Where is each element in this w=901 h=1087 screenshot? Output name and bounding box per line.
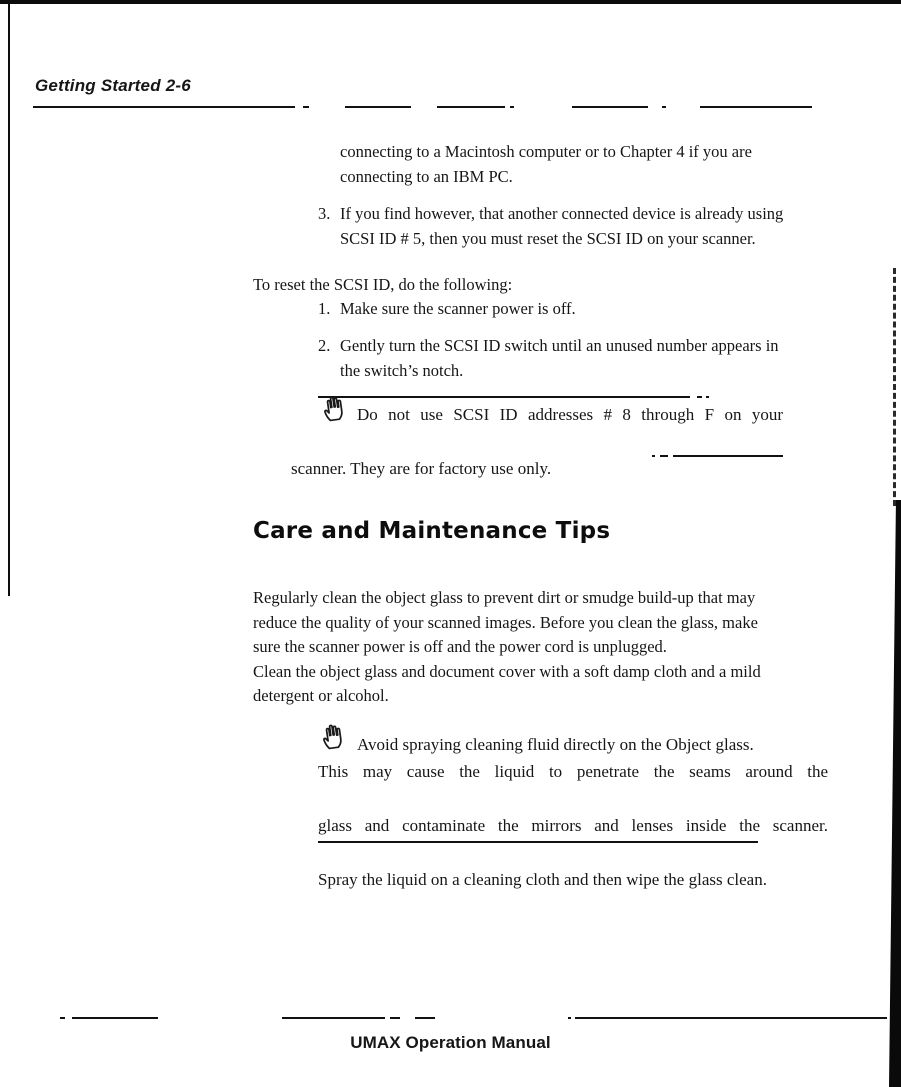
list-number: 1. <box>318 299 331 318</box>
header-rule-segment <box>33 106 295 108</box>
header-rule-segment <box>572 106 648 108</box>
text-line: Do not use SCSI ID addresses # 8 through F on your <box>357 405 783 424</box>
list-number: 3. <box>318 204 331 223</box>
text-line: reduce the quality of your scanned images. Before you clean the glass, make <box>253 612 758 632</box>
text-line: Make sure the scanner power is off. <box>340 299 576 318</box>
hand-icon <box>318 719 350 759</box>
list-item-3 <box>318 202 901 251</box>
text-line: glass and contaminate the mirrors and lenses inside the scanner. <box>318 816 828 835</box>
header-rule-dot <box>662 106 666 108</box>
scan-artifact-right-dashes <box>893 268 896 506</box>
text-line: connecting to a Macintosh computer or to Chapter 4 if you are <box>340 142 752 161</box>
text-line: If you find however, that another connected device is already using <box>340 204 784 223</box>
list-item-1 <box>318 297 878 322</box>
text-line: To reset the SCSI ID, do the following: <box>253 275 513 294</box>
footer-rule-dot <box>568 1017 571 1019</box>
note-cleaning-fluid <box>318 731 828 893</box>
header-rule-segment <box>437 106 505 108</box>
text-line: detergent or alcohol. <box>253 686 389 705</box>
text-line: Clean the object glass and document cover with a soft damp cloth and a mild <box>253 661 761 681</box>
hand-icon <box>319 391 351 431</box>
list-item-2 <box>318 334 901 383</box>
text-line: Spray the liquid on a cleaning cloth and then wipe the glass clean. <box>318 870 767 889</box>
note-rule-dot <box>706 396 709 398</box>
note-rule-dot <box>652 455 655 457</box>
text-line: SCSI ID # 5, then you must reset the SCSI ID on your scanner. <box>340 228 756 248</box>
section-heading: Care and Maintenance Tips <box>253 518 611 544</box>
footer-rule-dash <box>415 1017 435 1019</box>
list-number: 2. <box>318 336 331 355</box>
paragraph-care <box>253 586 837 709</box>
scan-artifact-right-band <box>889 500 901 1087</box>
running-header: Getting Started 2-6 <box>35 76 191 95</box>
footer-rule-dot <box>60 1017 65 1019</box>
note-rule-dash <box>660 455 668 457</box>
header-rule-dot <box>510 106 514 108</box>
footer-rule-dash <box>390 1017 400 1019</box>
footer-rule-segment <box>282 1017 385 1019</box>
list-text <box>340 202 783 251</box>
scan-edge-top-bar <box>0 0 901 4</box>
footer-rule-segment <box>72 1017 158 1019</box>
text-line: the switch’s notch. <box>340 360 464 380</box>
text-line: connecting to an IBM PC. <box>340 166 513 186</box>
note-rule-bottom <box>673 455 783 457</box>
footer-title: UMAX Operation Manual <box>350 1033 551 1052</box>
header-rule-segment <box>345 106 411 108</box>
note-rule-dot <box>697 396 702 398</box>
text-line: Gently turn the SCSI ID switch until an unused number appears in <box>340 336 779 355</box>
list-text <box>340 334 779 383</box>
header-rule-segment <box>700 106 812 108</box>
note-rule-top <box>318 396 690 398</box>
text-line: Avoid spraying cleaning fluid directly on the Object glass. <box>357 735 754 754</box>
note-scsi-addresses <box>291 401 783 482</box>
paragraph-reset-intro <box>253 273 853 298</box>
text-line: scanner. They are for factory use only. <box>291 459 552 478</box>
text-line: This may cause the liquid to penetrate the seams around the <box>318 762 828 781</box>
note-underline <box>318 841 758 843</box>
text-line: Regularly clean the object glass to prevent dirt or smudge build-up that may <box>253 588 756 607</box>
paragraph-item2-continuation <box>340 140 900 189</box>
footer-rule-segment <box>575 1017 887 1019</box>
list-text <box>340 297 576 322</box>
scan-edge-left-line <box>8 0 10 596</box>
text-line: sure the scanner power is off and the power cord is unplugged. <box>253 637 667 656</box>
header-rule-dot <box>303 106 309 108</box>
